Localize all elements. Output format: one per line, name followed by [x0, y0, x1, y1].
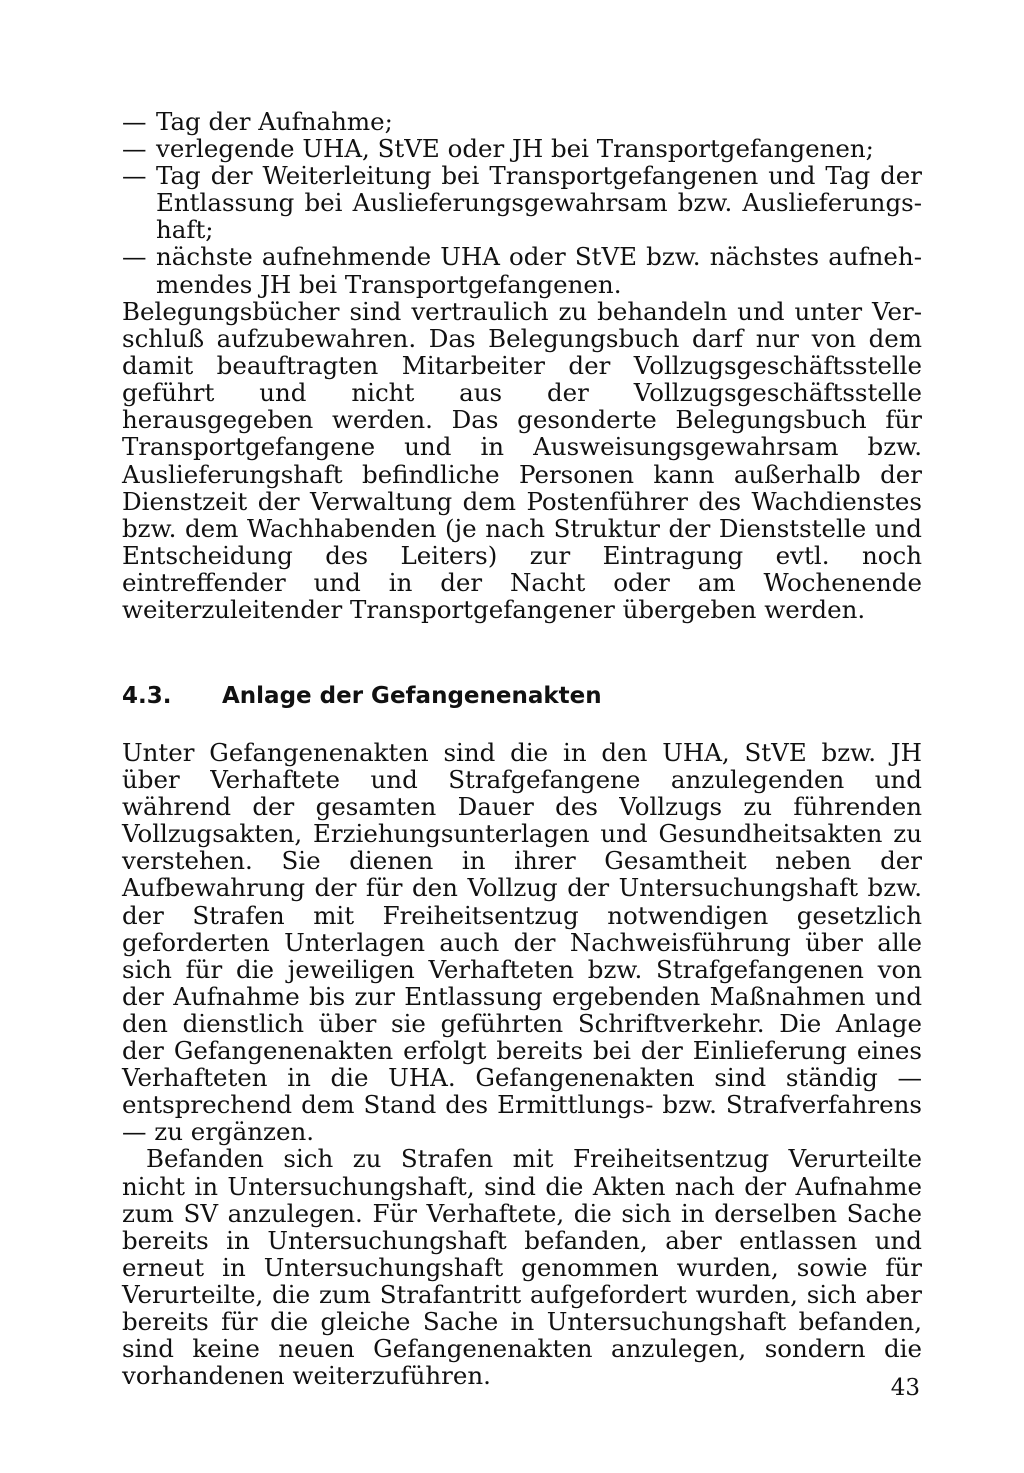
- list-item: [122, 162, 922, 243]
- list-item: [122, 135, 922, 162]
- list-item: [122, 108, 922, 135]
- section-title: Anlage der Gefangenenakten: [222, 683, 602, 709]
- list-item-text: Tag der Weiterleitung bei Transportgefangenen und Tag der Entlassung bei Auslieferungsgewahrsam bzw. Auslieferungshaft;: [156, 161, 922, 245]
- text-block-belegung: [122, 298, 922, 623]
- list-item: [122, 243, 922, 297]
- list-item-text: Tag der Aufnahme;: [156, 107, 393, 136]
- bullet-dash: —: [122, 161, 147, 191]
- bullet-dash: —: [122, 134, 147, 164]
- page-number: 43: [890, 1375, 920, 1401]
- paragraph-gefangenenakten: Unter Gefangenenakten sind die in den UHA, StVE bzw. JH über Verhaftete und Strafgefangene anzulegenden und während der gesamten Dauer des Vollzugs zu führenden Vollzugsakten, Erziehungsunterlagen und Gesundheitsakten zu verstehen. Sie dienen in ihrer Gesamtheit neben der Aufbewahrung der für den Vollzug der Untersuchungshaft bzw. der Strafen mit Freiheitsentzug notwendigen gesetzlich geforderten Unterlagen auch der Nachweisführung über alle sich für die jeweiligen Verhafteten bzw. Strafgefangenen von der Aufnahme bis zur Entlassung ergebenden Maßnahmen und den dienstlich über sie geführten Schriftverkehr. Die Anlage der Gefangenenakten erfolgt bereits bei der Einlieferung eines Verhafteten in die UHA. Gefangenenakten sind ständig — entsprechend dem Stand des Ermittlungs- bzw. Strafverfahrens — zu ergänzen.: [122, 738, 922, 1147]
- list-item-text: nächste aufnehmende UHA oder StVE bzw. nächstes aufnehmendes JH bei Transportgefangenen.: [156, 242, 922, 299]
- bullet-list: [122, 108, 922, 298]
- section-number: 4.3.: [122, 683, 172, 709]
- paragraph-verurteilte: Befanden sich zu Strafen mit Freiheitsentzug Verurteilte nicht in Untersuchungshaft, sind die Akten nach der Aufnahme zum SV anzulegen. Für Verhaftete, die sich in derselben Sache bereits in Untersuchungshaft befanden, aber entlassen und erneut in Untersuchungshaft genommen wurden, sowie für Verurteilte, die zum Strafantritt aufgefordert wurden, sich aber bereits für die gleiche Sache in Untersuchungshaft befanden, sind keine neuen Gefangenenakten anzulegen, sondern die vorhandenen weiterzuführen.: [122, 1144, 922, 1391]
- section-heading: [122, 681, 922, 711]
- text-block-gefangenenakten: [122, 739, 922, 1389]
- bullet-dash: —: [122, 242, 147, 272]
- list-item-text: verlegende UHA, StVE oder JH bei Transportgefangenen;: [156, 134, 874, 164]
- bullet-dash: —: [122, 107, 147, 136]
- paragraph-belegungsbuecher: Belegungsbücher sind vertraulich zu behandeln und unter Verschluß aufzubewahren. Das Belegungsbuch darf nur von dem damit beauftragten Mitarbeiter der Vollzugsgeschäftsstelle geführt und nicht aus der Vollzugsgeschäftsstelle herausgegeben werden. Das gesonderte Belegungsbuch für Transportgefangene und in Ausweisungsgewahrsam bzw. Auslieferungshaft befindliche Personen kann außerhalb der Dienstzeit der Verwaltung dem Postenführer des Wachdienstes bzw. dem Wachhabenden (je nach Struktur der Dienststelle und Entscheidung des Leiters) zur Eintragung evtl. noch eintreffender und in der Nacht oder am Wochenende weiterzuleitender Transportgefangener übergeben werden.: [122, 297, 922, 625]
